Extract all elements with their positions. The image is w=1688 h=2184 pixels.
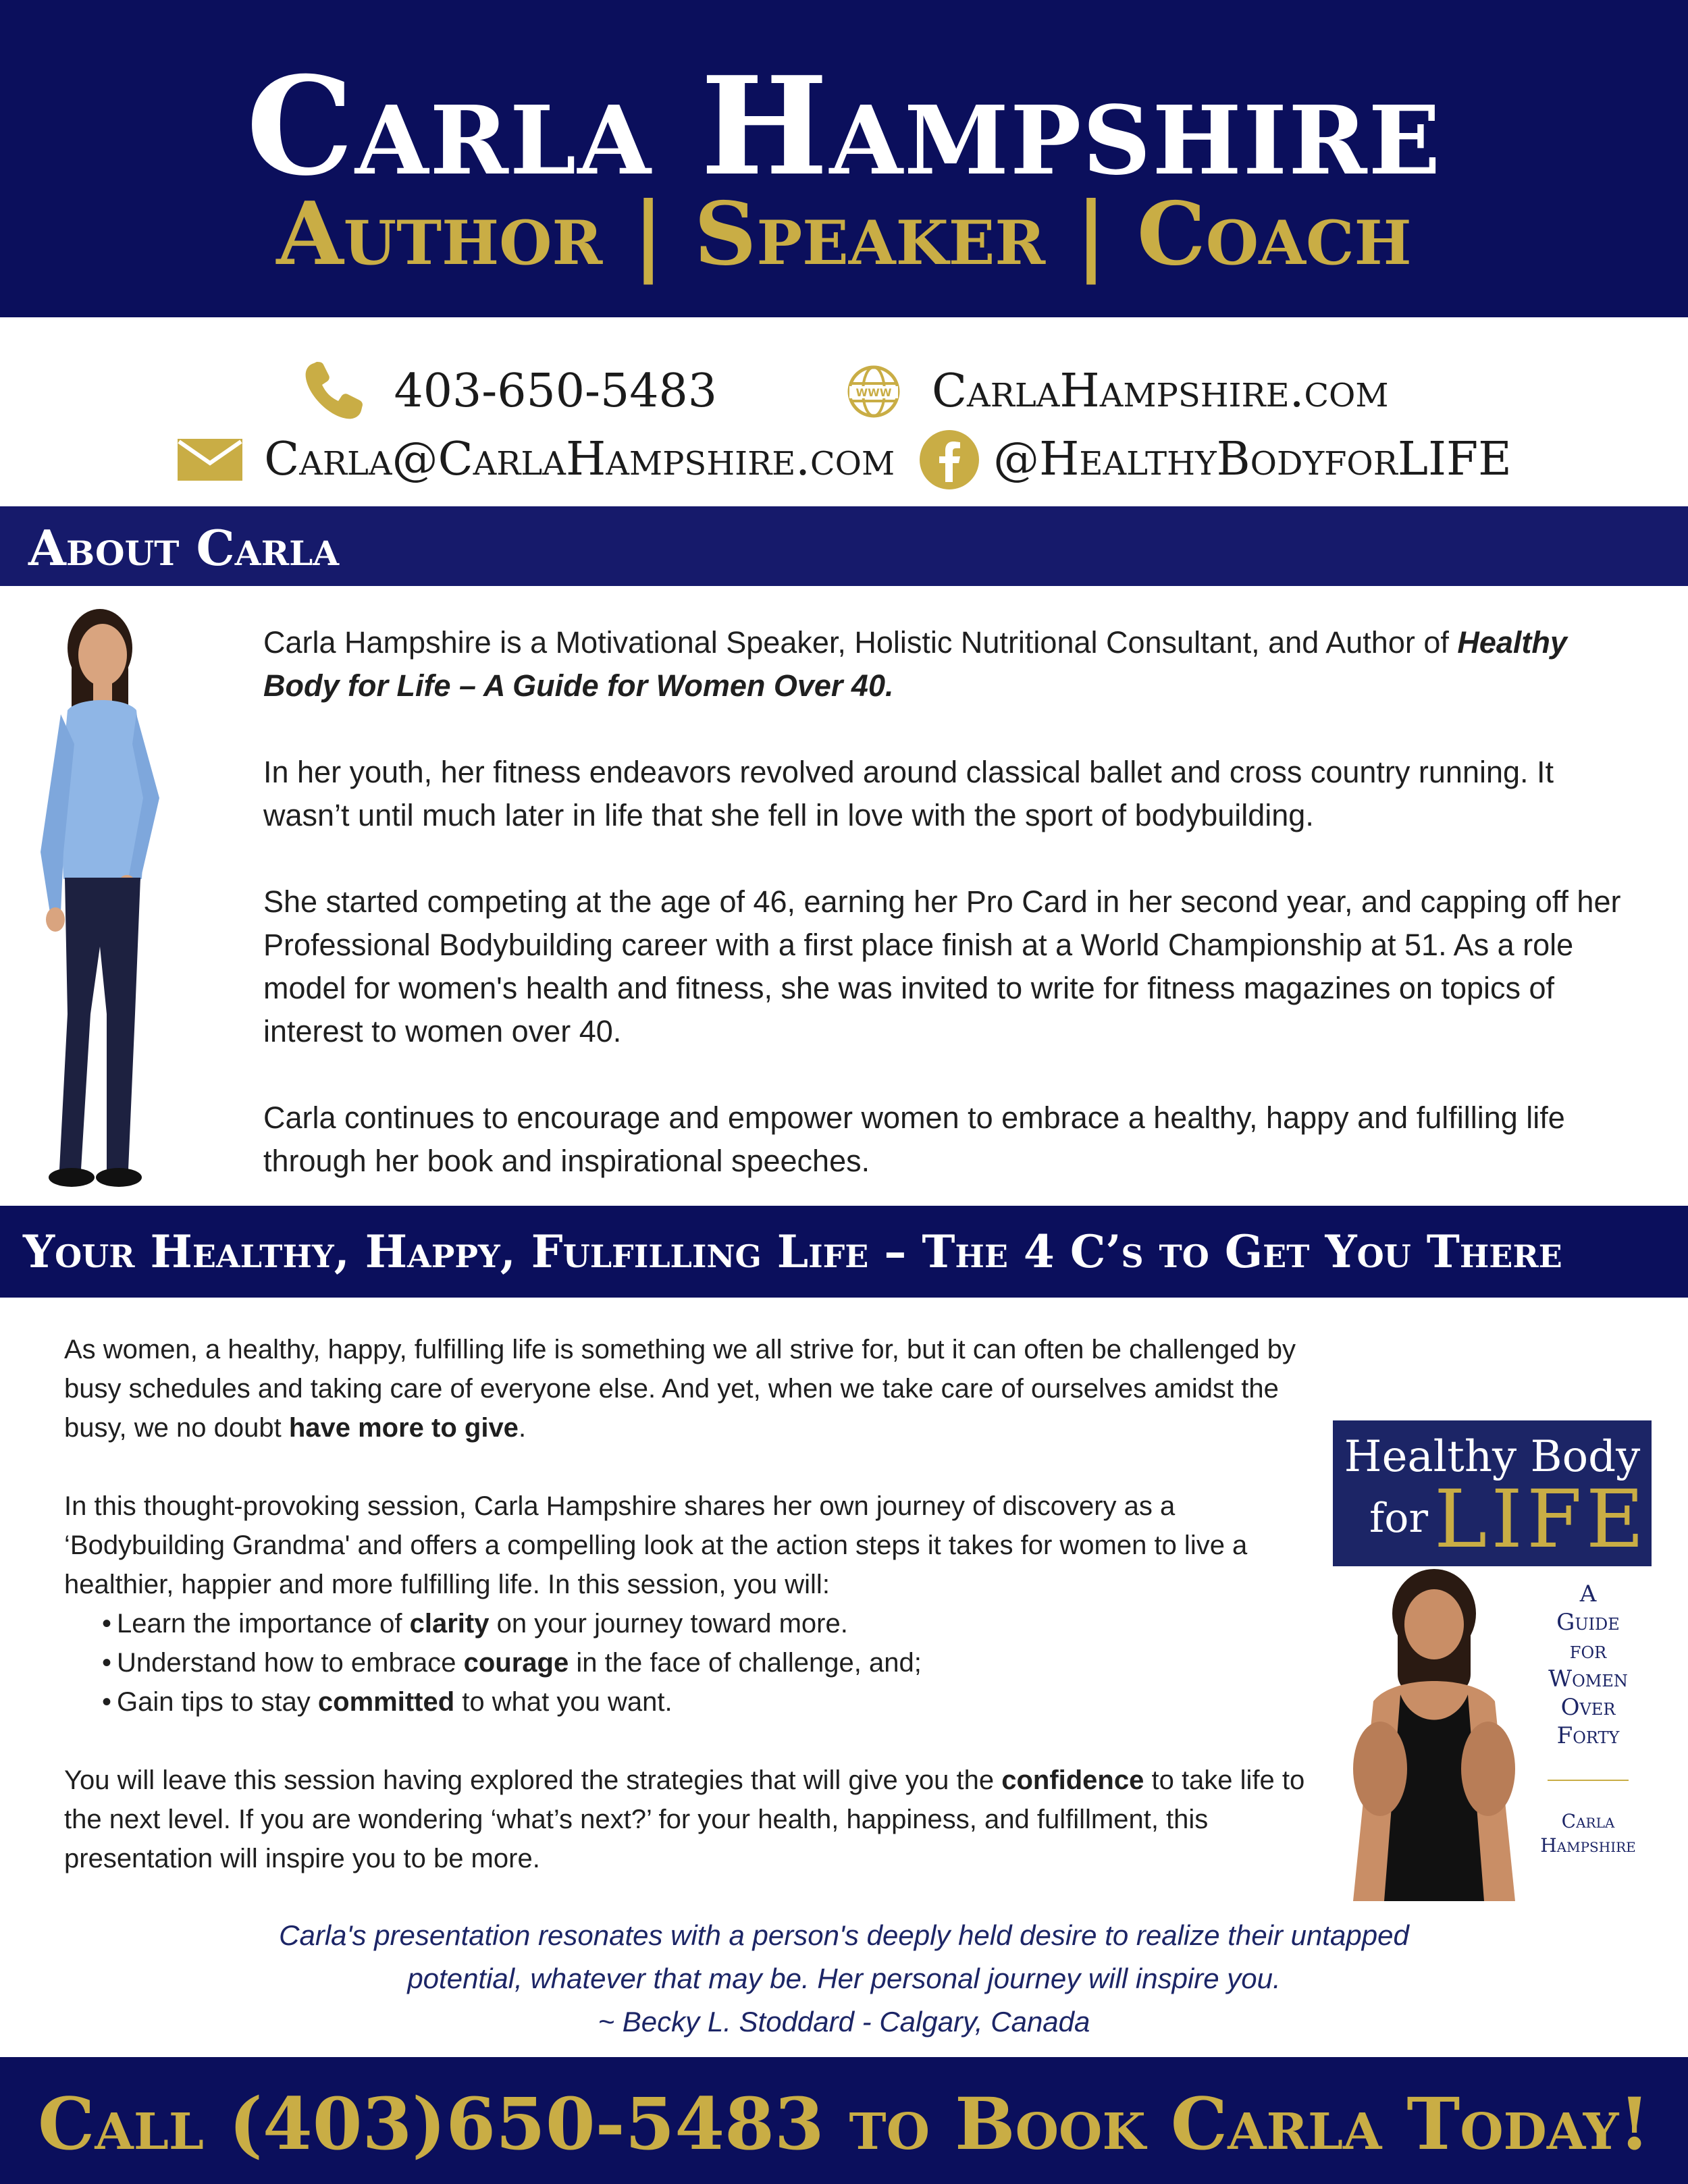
www-label: WWW: [855, 386, 892, 399]
list-item: • Gain tips to stay committed to what you want.: [64, 1682, 1334, 1722]
session-section-header: [0, 1206, 1688, 1298]
email-address: Carla@CarlaHampshire.com: [264, 433, 895, 486]
book-author: Carla Hampshire: [1540, 1810, 1636, 1857]
book-title-line1: Healthy Body: [1344, 1432, 1641, 1482]
testimonial-line-2: potential, whatever that may be. Her personal journey will inspire you.: [407, 1963, 1281, 1994]
header-banner: [0, 0, 1688, 317]
about-section-header: [0, 506, 1688, 586]
book-cover: [1333, 1420, 1652, 1901]
phone-contact[interactable]: [299, 358, 717, 425]
list-item: • Understand how to embrace courage in the face of challenge, and;: [64, 1643, 1334, 1682]
tagline: Author | Speaker | Coach: [276, 184, 1412, 285]
session-paragraph-3: You will leave this session having explored the strategies that will give you the confidence to take life to the next level. If you are wondering ‘what’s next?’ for your health, happiness, and fulfillment, this presentation will inspire you to be more.: [64, 1765, 1305, 1873]
book-subtitle: A Guide for Women Over Forty: [1548, 1580, 1628, 1749]
about-paragraph-1: Carla Hampshire is a Motivational Speaker, Holistic Nutritional Consultant, and Author of Healthy Body for Life – A Guide for Women Over 40.: [263, 625, 1567, 703]
testimonial-attribution: ~ Becky L. Stoddard - Calgary, Canada: [598, 2006, 1090, 2037]
book-title-life: LIFE: [1434, 1472, 1648, 1566]
call-to-action-banner: [0, 2057, 1688, 2184]
testimonial-line-1: Carla's presentation resonates with a person's deeply held desire to realize their untapped: [279, 1919, 1409, 1951]
call-to-action-text[interactable]: Call (403)650-5483 to Book Carla Today!: [38, 2081, 1650, 2166]
session-paragraph-2: In this thought-provoking session, Carla Hampshire shares her own journey of discovery as a ‘Bodybuilding Grandma' and offers a compelling look at the action steps it takes for women to live a healthier, happier and more fulfilling life. In this session, you will:: [64, 1491, 1248, 1599]
mail-icon: [176, 436, 244, 483]
testimonial: [0, 1914, 1688, 2044]
facebook-icon: [919, 429, 980, 490]
list-item: • Learn the importance of clarity on your journey toward more.: [64, 1604, 1334, 1643]
session-paragraph-1: As women, a healthy, happy, fulfilling life is something we all strive for, but it can often be challenged by busy schedules and taking care of everyone else. And yet, when we take care of ourselves amidst the busy, we no doubt have more to give.: [64, 1335, 1296, 1443]
book-divider: [1548, 1780, 1629, 1781]
session-description: [64, 1330, 1334, 1917]
speaker-name: Carla Hampshire: [246, 47, 1442, 206]
about-paragraph-3: She started competing at the age of 46, earning her Pro Card in her second year, and capping off her Professional Bodybuilding career with a first place finish at a World Championship at 51. As a role model for women's health and fitness, she was invited to write for fitness magazines on topics of interest to women over 40.: [263, 884, 1621, 1048]
contact-row-1: [0, 358, 1688, 425]
website-url: CarlaHampshire.com: [932, 365, 1389, 418]
session-bullets: [64, 1604, 1334, 1722]
phone-number: 403-650-5483: [394, 365, 718, 418]
book-title-mention: Healthy Body for Life – A Guide for Women Over 40.: [263, 625, 1567, 703]
globe-icon: [845, 363, 902, 420]
about-paragraph-2: In her youth, her fitness endeavors revolved around classical ballet and cross country running. It wasn’t until much later in life that she fell in love with the sport of bodybuilding.: [263, 755, 1554, 832]
book-cover-photo: [1333, 1566, 1529, 1901]
session-title: Your Healthy, Happy, Fulfilling Life – The 4 C’s to Get You There: [23, 1225, 1562, 1278]
book-title-for: for: [1369, 1495, 1429, 1542]
carla-photo: [20, 595, 196, 1203]
facebook-handle: @HealthyBodyforLIFE: [993, 433, 1512, 486]
about-title: About Carla: [28, 519, 340, 577]
about-text: [263, 621, 1634, 1226]
facebook-contact[interactable]: [919, 429, 1512, 490]
email-contact[interactable]: [176, 433, 895, 487]
about-paragraph-4: Carla continues to encourage and empower women to embrace a healthy, happy and fulfilling life through her book and inspirational speeches.: [263, 1100, 1565, 1178]
contact-row-2: [0, 429, 1688, 490]
phone-icon: [299, 358, 367, 425]
website-contact[interactable]: [845, 363, 1389, 420]
